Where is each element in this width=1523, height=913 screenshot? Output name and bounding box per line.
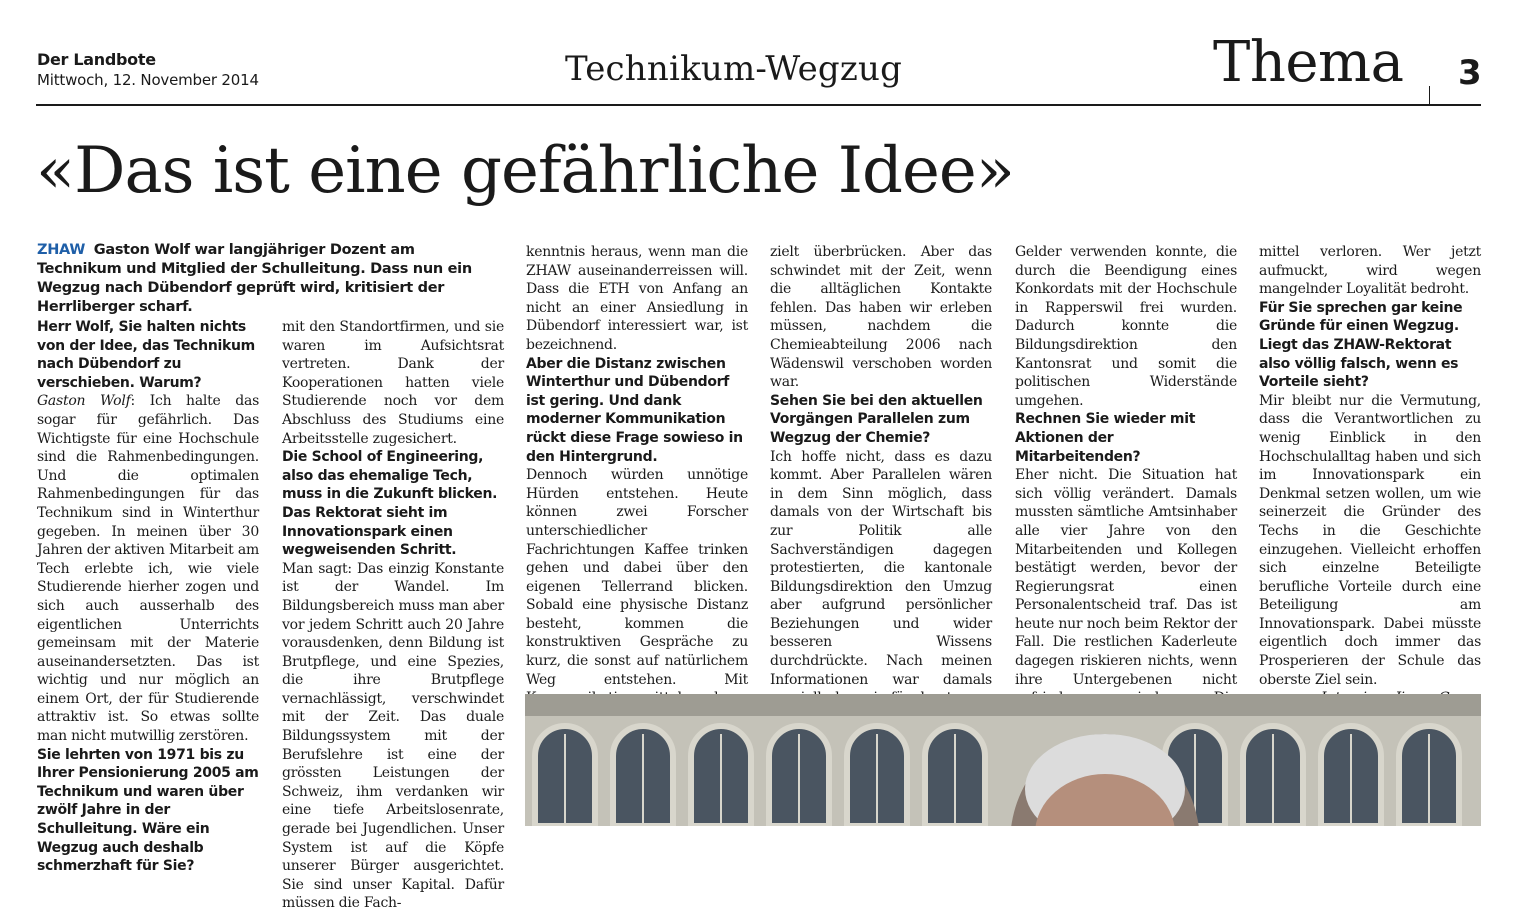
interview-answer: Mir bleibt nur die Vermutung, dass die Verantwortlichen zu wenig Einblick in den Hochschulalltag haben und sich im Innovationspark ein Denkmal setzen wollen, um wie seinerzeit die Gründer des Techs in die Geschichte einzugehen. Vielleicht erhoffen sich einzelne Beteiligte berufliche Vorteile durch eine Beteiligung am Innovationspark. Dabei müsste eigentlich doch immer das Prosperieren der Schule das oberste Ziel sein. xyxy=(1259,392,1481,688)
article-column-4 xyxy=(770,243,992,726)
article-lead xyxy=(37,241,485,317)
header-rule xyxy=(36,104,1481,106)
answer-text: : Ich halte das sogar für gefährlich. Das Wichtigste für eine Hochschule sind die Rahmenbedingungen. Und die optimalen Rahmenbedingungen für das Technikum sind in Winterthur gegeben. In meinen über 30 Jahren der aktiven Mitarbeit am Tech erlebte ich, wie viele Studierende hierher zogen und sich auch ausserhalb des eigentlichen Unterrichts gemeinsam mit der Materie auseinandersetzten. Das ist wichtig und nur möglich an einem Ort, der für Studierende attraktiv ist. So etwas sollte man nicht mutwillig zerstören. xyxy=(37,393,260,745)
interview-answer: Ich hoffe nicht, dass es dazu kommt. Aber Parallelen wären in dem Sinn möglich, dass damals von der Wirtschaft bis zur Politik alle Sachverständigen dagegen protestierten, die kantonale Bildungsdirektion den Umzug aber aufgrund persönlicher Beziehungen und wider besseren Wissens durchdrückte. Nach meinen Informationen war damals xyxy=(770,448,992,688)
interview-answer: mit den Standortfirmen, und sie waren im Aufsichtsrat vertreten. Dank der Kooperationen hatten viele Studierende noch vor dem Abschluss des Studiums eine Arbeitsstelle zugesichert. xyxy=(282,319,504,447)
header-tick-divider xyxy=(1429,86,1430,104)
interview-question: Aber die Distanz zwischen Winterthur und Dübendorf ist gering. Und dank moderner Kommunikation rückt diese Frage sowieso in den Hintergrund. xyxy=(526,355,743,465)
article-column-1 xyxy=(37,318,259,876)
issue-date: Mittwoch, 12. November 2014 xyxy=(37,71,259,89)
interview-answer: mittel verloren. Wer jetzt aufmuckt, wird wegen mangelnder Loyalität bedroht. xyxy=(1259,244,1481,298)
building-photo-illustration xyxy=(525,694,1481,826)
interview-question: Sehen Sie bei den aktuellen Vorgängen Parallelen zum Wegzug der Chemie? xyxy=(770,392,983,446)
interview-question: Sie lehrten von 1971 bis zu Ihrer Pensionierung 2005 am Technikum und waren über zwölf Jahre in der Schulleitung. Wäre ein Wegzug auch deshalb schmerzhaft für Sie? xyxy=(37,746,259,875)
interview-answer xyxy=(37,392,259,745)
interview-answer: Man sagt: Das einzig Konstante ist der Wandel. Im Bildungsbereich muss man aber vor jedem Schritt auch 20 Jahre vorausdenken, denn Bildung ist Brutpflege, und eine Spezies, die ihre Brutpflege vernachlässigt, verschwindet mit der Zeit. Das duale Bildungssystem mit der Berufslehre ist eine der grössten Leistungen der Schweiz, ihm verdanken wir eine tiefe Arbeitslosenrate, gerade bei Jugendlichen. Unser System ist auf die Köpfe unserer Bürger ausgerichtet. Sie sind unser Kapital. Dafür müssen die Fach- xyxy=(282,560,504,912)
interview-question: Herr Wolf, Sie halten nichts von der Idee, das Technikum nach Dübendorf zu verschieben. Warum? xyxy=(37,319,255,391)
section-title: Technikum-Wegzug xyxy=(565,49,903,89)
article-headline: «Das ist eine gefährliche Idee» xyxy=(36,134,1014,208)
article-column-2 xyxy=(282,318,504,913)
interview-question: Die School of Engineering, also das ehemalige Tech, muss in die Zukunft blicken. Das Rektorat sieht im Innovationspark einen wegweisenden Schritt. xyxy=(282,449,498,559)
article-column-3 xyxy=(526,243,748,745)
interview-answer: zielt überbrücken. Aber das schwindet mit der Zeit, wenn die alltäglichen Kontakte fehlen. Das haben wir erleben müssen, nachdem die Chemieabteilung 2006 nach Wädenswil verschoben worden war. xyxy=(770,244,992,391)
page-number: 3 xyxy=(1458,53,1482,93)
lead-text: Gaston Wolf war langjähriger Dozent am Technikum und Mitglied der Schulleitung. Dass nun ein Wegzug nach Dübendorf geprüft wird, kritisiert der Herrliberger scharf. xyxy=(37,242,472,315)
article-photo xyxy=(525,694,1481,826)
article-column-6 xyxy=(1259,243,1481,708)
interview-question: Für Sie sprechen gar keine Gründe für einen Wegzug. Liegt das ZHAW-Rektorat also völlig falsch, wenn es Vorteile sieht? xyxy=(1259,299,1463,391)
rubric-label: Thema xyxy=(1213,30,1404,95)
speaker-name: Gaston Wolf xyxy=(37,393,131,410)
interview-answer: Eher nicht. Die Situation hat sich völlig verändert. Damals mussten sämtliche Amtsinhaber alle vier Jahre von den Mitarbeitenden und Kollegen bestätigt werden, bevor der Regierungsrat einen Personalentscheid traf. Das ist heute nur noch beim Rektor der Fall. Die restlichen Kaderleute dagegen riskieren nichts, wenn ihre Untergebenen nicht xyxy=(1015,467,1237,688)
interview-answer: kenntnis heraus, wenn man die ZHAW auseinanderreissen will. Dass die ETH von Anfang an nicht an einer Ansiedlung in Dübendorf interessiert war, ist bezeichnend. xyxy=(526,244,748,353)
interview-answer: Gelder verwenden konnte, die durch die Beendigung eines Konkordats mit der Hochschule in Rapperswil frei wurden. Dadurch konnte die Bildungsdirektion den Kantonsrat und somit die politischen Widerstände umgehen. xyxy=(1015,244,1237,409)
article-column-5 xyxy=(1015,243,1237,745)
newspaper-name: Der Landbote xyxy=(37,50,156,69)
interview-question: Rechnen Sie wieder mit Aktionen der Mitarbeitenden? xyxy=(1015,411,1196,465)
interview-answer: Dennoch würden unnötige Hürden entstehen. Heute können zwei Forscher unterschiedlicher Fachrichtungen Kaffee trinken gehen und dabei über den eigenen Tellerrand blicken. Sobald eine physische Distanz besteht, kommen die konstruktiven Gespräche zu kurz, die sonst auf natürlichem Weg entstehen. Mit xyxy=(526,467,748,688)
lead-tag: ZHAW xyxy=(37,242,86,258)
